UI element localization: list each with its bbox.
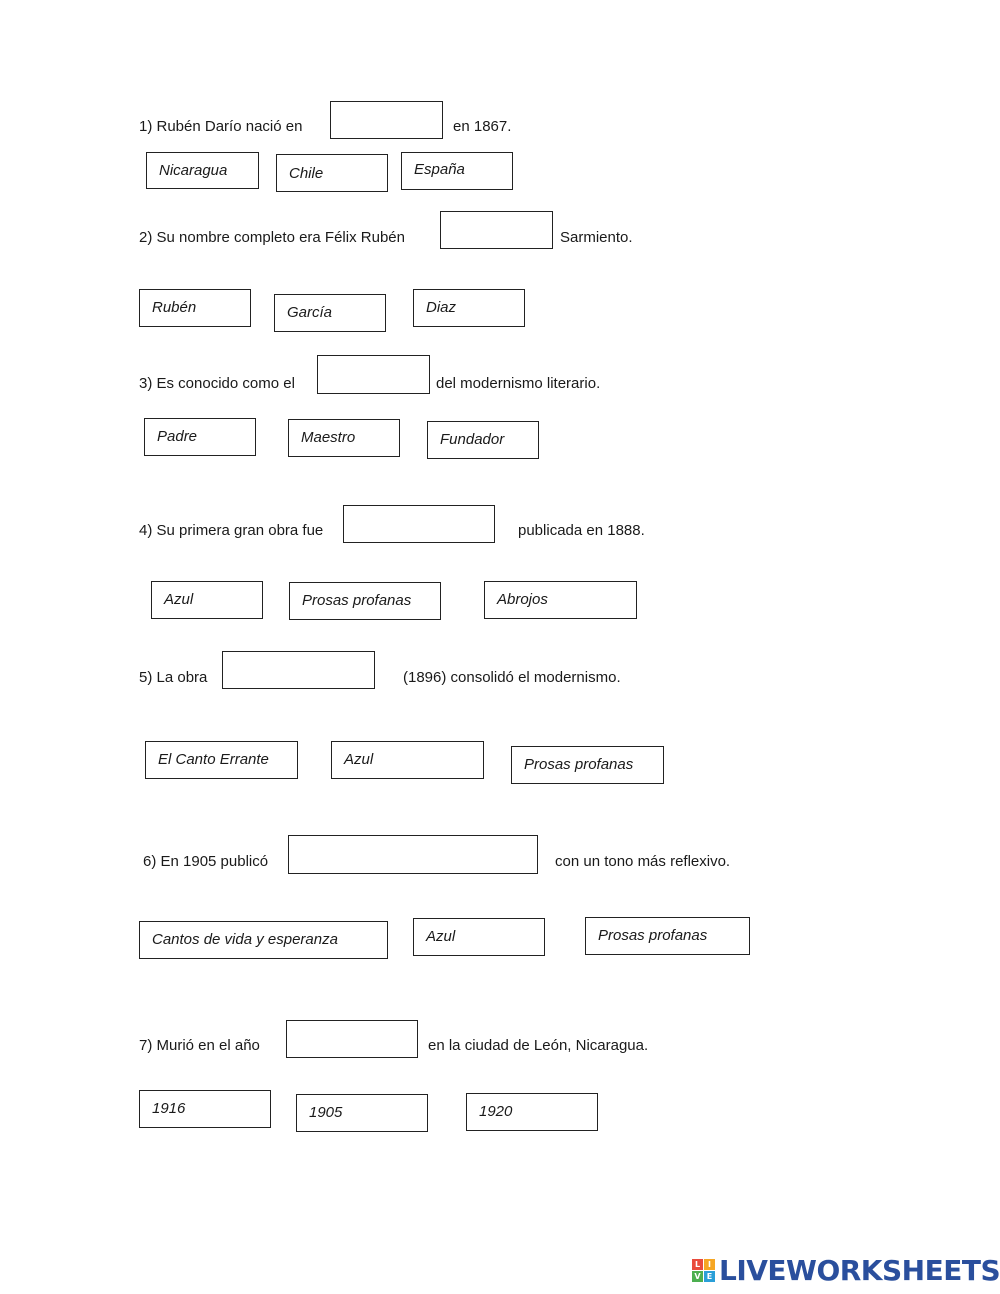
question-7-option-1905[interactable]: 1905 <box>296 1094 428 1132</box>
logo-text: LIVEWORKSHEETS <box>719 1253 1000 1287</box>
question-7-option-1916[interactable]: 1916 <box>139 1090 271 1128</box>
question-4-answer-drop-zone[interactable] <box>343 505 495 543</box>
question-5-text-before: 5) La obra <box>139 669 208 686</box>
logo-letter-e: E <box>704 1271 715 1282</box>
question-3-option-fundador[interactable]: Fundador <box>427 421 539 459</box>
question-5-option-azul[interactable]: Azul <box>331 741 484 779</box>
logo-letter-i: I <box>704 1259 715 1270</box>
question-3-answer-drop-zone[interactable] <box>317 355 430 394</box>
question-1-option-nicaragua[interactable]: Nicaragua <box>146 152 259 189</box>
logo-letter-grid-icon <box>692 1259 715 1282</box>
question-1-option-espana[interactable]: España <box>401 152 513 190</box>
question-2-option-ruben[interactable]: Rubén <box>139 289 251 327</box>
question-6-text-before: 6) En 1905 publicó <box>143 853 269 870</box>
question-7-text-after: en la ciudad de León, Nicaragua. <box>428 1037 649 1054</box>
question-3-option-maestro[interactable]: Maestro <box>288 419 400 457</box>
question-1-answer-drop-zone[interactable] <box>330 101 443 139</box>
question-4-option-azul[interactable]: Azul <box>151 581 263 619</box>
question-6-answer-drop-zone[interactable] <box>288 835 538 874</box>
question-5-option-el-canto-errante[interactable]: El Canto Errante <box>145 741 298 779</box>
question-1-text-after: en 1867. <box>453 118 512 135</box>
question-3-text-before: 3) Es conocido como el <box>139 375 295 392</box>
question-5-option-prosas-profanas[interactable]: Prosas profanas <box>511 746 664 784</box>
question-6-text-after: con un tono más reflexivo. <box>555 853 731 870</box>
logo-letter-v: V <box>692 1271 703 1282</box>
question-7-option-1920[interactable]: 1920 <box>466 1093 598 1131</box>
question-2-text-before: 2) Su nombre completo era Félix Rubén <box>139 229 405 246</box>
question-5-text-after: (1896) consolidó el modernismo. <box>403 669 621 686</box>
logo-letter-l: L <box>692 1259 703 1270</box>
question-6-option-prosas-profanas[interactable]: Prosas profanas <box>585 917 750 955</box>
question-2-option-diaz[interactable]: Diaz <box>413 289 525 327</box>
question-6-option-cantos-de-vida-y-esperanza[interactable]: Cantos de vida y esperanza <box>139 921 388 959</box>
question-1-text-before: 1) Rubén Darío nació en <box>139 118 303 135</box>
question-4-option-prosas-profanas[interactable]: Prosas profanas <box>289 582 441 620</box>
question-3-option-padre[interactable]: Padre <box>144 418 256 456</box>
question-3-text-after: del modernismo literario. <box>436 375 601 392</box>
question-2-option-garcia[interactable]: García <box>274 294 386 332</box>
question-4-option-abrojos[interactable]: Abrojos <box>484 581 637 619</box>
question-7-answer-drop-zone[interactable] <box>286 1020 418 1058</box>
question-2-answer-drop-zone[interactable] <box>440 211 553 249</box>
question-4-text-after: publicada en 1888. <box>518 522 645 539</box>
question-6-option-azul[interactable]: Azul <box>413 918 545 956</box>
liveworksheets-logo <box>692 1254 1000 1286</box>
question-7-text-before: 7) Murió en el año <box>139 1037 260 1054</box>
question-4-text-before: 4) Su primera gran obra fue <box>139 522 324 539</box>
question-2-text-after: Sarmiento. <box>560 229 633 246</box>
question-1-option-chile[interactable]: Chile <box>276 154 388 192</box>
question-5-answer-drop-zone[interactable] <box>222 651 375 689</box>
